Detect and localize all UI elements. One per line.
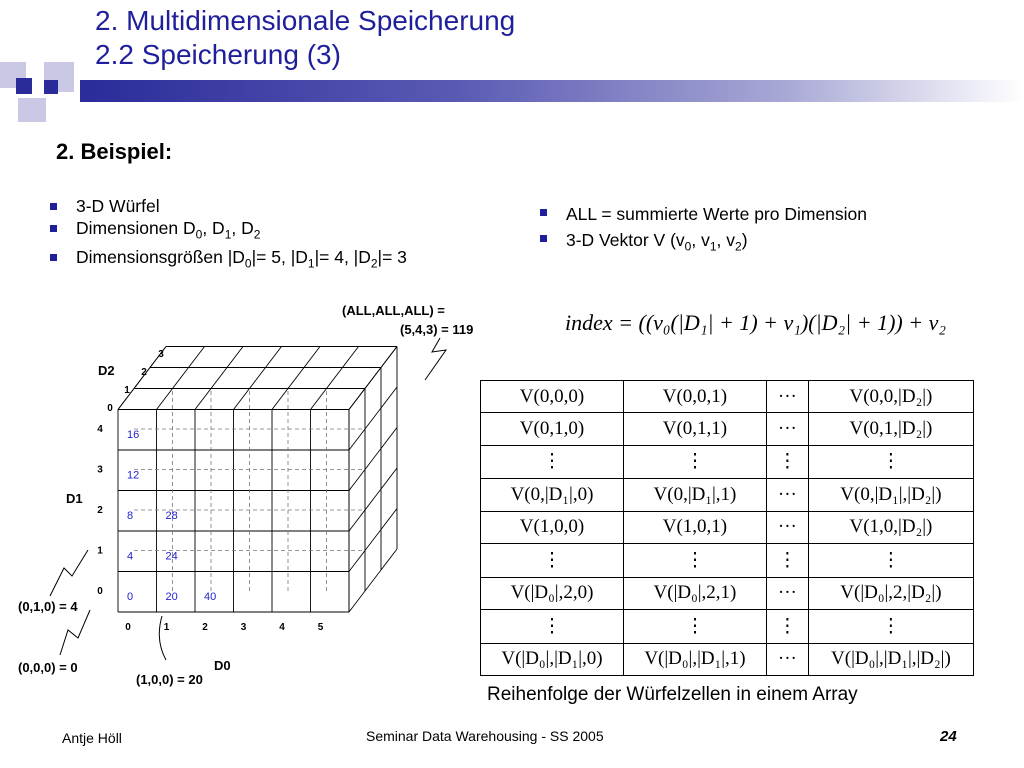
decor-square [18,98,46,122]
d1-tick-label: 2 [97,505,103,516]
d2-tick-label: 3 [158,349,164,360]
index-formula [565,310,946,336]
cube-cell-value: 4 [127,550,134,563]
subscript: 2 [735,239,742,254]
array-caption: Reihenfolge der Würfelzellen in einem Array [487,684,858,705]
bullet-text: 3-D Würfel [76,196,160,216]
table-cell: V(|D₀|,2,1) [623,577,766,609]
decor-square [44,80,58,94]
bullet-text: Dimensionen D [76,218,196,238]
right-bullet-list [526,201,886,260]
grid-line [349,509,397,572]
bullet-text: ALL = summierte Werte pro Dimension [566,204,868,224]
footer-course: Seminar Data Warehousing - SS 2005 [366,728,604,744]
d1-tick-label: 0 [97,586,103,597]
cube-diagram [0,290,480,700]
bullet-text: , v [691,230,710,250]
table-cell: V(|D₀|,|D₁|,0) [481,643,624,675]
table-cell: ··· [766,511,808,543]
d2-tick-label: 0 [107,403,113,414]
table-cell: V(0,1,|D₂|) [808,413,973,445]
d0-tick-label: 4 [279,622,285,633]
bullet-text: Dimensionsgrößen |D [76,246,245,267]
subscript: 0 [684,239,692,254]
left-bullet-2 [36,217,407,246]
cube-cell-value: 12 [127,469,140,482]
table-cell: ⋮ [808,609,973,643]
callout-all-pointer [425,338,446,380]
d2-tick-label: 2 [141,367,147,378]
d0-tick-label: 5 [317,622,324,633]
footer-author: Antje Höll [62,730,122,746]
table-row [481,381,974,413]
table-cell: V(1,0,1) [623,511,766,543]
bullet-text: , D [231,218,254,238]
table-cell: V(0,1,1) [623,413,766,445]
table-cell: ··· [766,381,808,413]
title-line-1: 2. Multidimensionale Speicherung [95,5,516,36]
table-cell: V(1,0,|D₂|) [808,511,973,543]
title-band [80,80,1024,102]
cube-cell-value: 16 [127,429,140,441]
table-cell: ··· [766,577,808,609]
table-cell: V(0,0,1) [623,381,766,413]
table-cell: ⋮ [808,543,973,577]
cube-grid [118,347,397,613]
bullet-text: |= 5, |D [251,246,308,267]
right-bullet-2 [526,227,886,260]
bullet-text: , v [716,230,735,250]
bullet-text: 3-D Vektor V (v [566,230,685,250]
grid-line [234,347,282,410]
bullet-text: |= 4, |D [314,246,371,267]
right-bullet-1 [526,201,886,227]
grid-line [311,347,359,410]
grid-line [349,347,397,410]
grid-line [195,347,243,410]
table-row [481,445,974,479]
table-row [481,543,974,577]
subscript: 1 [709,239,717,254]
table-cell: V(0,|D₁|,0) [481,479,624,511]
table-cell: V(0,0,|D₂|) [808,381,973,413]
table-row [481,609,974,643]
footer-page-number: 24 [940,728,957,745]
table-cell: ⋮ [623,543,766,577]
grid-line [272,347,320,410]
d1-axis-label: D1 [66,491,83,506]
bullet-text: ) [741,230,748,250]
subscript: 0 [195,227,203,242]
d1-tick-label: 4 [97,424,103,435]
table-cell: V(0,1,0) [481,413,624,445]
left-bullet-1 [36,195,407,217]
callout-all-line-1: (ALL,ALL,ALL) = [342,303,445,318]
table-row [481,479,974,511]
callout-010: (0,1,0) = 4 [18,599,78,614]
table-cell: ⋮ [808,445,973,479]
table-cell: ⋮ [766,445,808,479]
table-row [481,511,974,543]
cube-cell-value: 8 [127,510,134,522]
table-row [481,577,974,609]
table-cell: ⋮ [623,445,766,479]
grid-line [349,468,397,531]
d0-tick-label: 0 [125,622,131,633]
grid-line [349,549,397,612]
title-line-2: 2.2 Speicherung (3) [95,39,341,70]
d0-tick-label: 3 [240,622,247,633]
table-row [481,643,974,675]
callout-000-pointer [60,610,90,655]
callout-000: (0,0,0) = 0 [18,660,78,675]
table-cell: ··· [766,643,808,675]
cube-cell-value: 24 [165,550,178,563]
table-cell: V(|D₀|,|D₁|,|D₂|) [808,643,973,675]
d0-axis-label: D0 [214,658,231,673]
decor-square [16,78,32,94]
grid-line [349,428,397,491]
cube-cell-values [127,429,216,603]
example-heading: 2. Beispiel: [56,139,173,164]
table-cell: ⋮ [766,609,808,643]
subscript: 1 [307,256,315,270]
subscript: 2 [370,256,378,270]
bullet-text: , D [202,218,225,238]
table-cell: V(0,|D₁|,1) [623,479,766,511]
cube-cell-value: 20 [165,591,178,603]
table-cell: V(0,|D₁|,|D₂|) [808,479,973,511]
table-cell: ··· [766,413,808,445]
array-order-table [480,380,974,676]
d1-tick-label: 1 [97,545,103,557]
table-cell: ⋮ [766,543,808,577]
subscript: 0 [244,256,252,270]
table-cell: V(|D₀|,2,|D₂|) [808,577,973,609]
left-bullet-list [36,195,407,274]
d2-tick-label: 1 [124,385,130,396]
formula-text: index = ((v₀(|D₁| + 1) + v₁)(|D₂| + 1)) + v₂ [565,310,946,335]
table-cell: ⋮ [481,609,624,643]
callout-all-line-2: (5,4,3) = 119 [400,322,474,337]
callout-010-pointer [50,550,88,596]
cube-cell-value: 0 [127,591,134,603]
table-cell: V(|D₀|,|D₁|,1) [623,643,766,675]
subscript: 1 [224,227,232,242]
table-cell: V(0,0,0) [481,381,624,413]
table-cell: ··· [766,479,808,511]
slide-title [95,4,515,72]
table-cell: ⋮ [623,609,766,643]
callout-100: (1,0,0) = 20 [136,672,203,687]
d1-tick-label: 3 [97,464,103,476]
d2-axis-label: D2 [98,363,115,378]
table-cell: ⋮ [481,543,624,577]
table-cell: V(1,0,0) [481,511,624,543]
table-cell: ⋮ [481,445,624,479]
bullet-text: |= 3 [377,246,407,267]
d0-tick-label: 1 [163,622,170,633]
cube-cell-value: 28 [165,510,178,522]
grid-line [349,387,397,450]
subscript: 2 [253,227,261,242]
left-bullet-3 [36,246,407,275]
d0-tick-label: 2 [202,622,208,633]
table-cell: V(|D₀|,2,0) [481,577,624,609]
table-row [481,413,974,445]
cube-cell-value: 40 [204,591,217,603]
